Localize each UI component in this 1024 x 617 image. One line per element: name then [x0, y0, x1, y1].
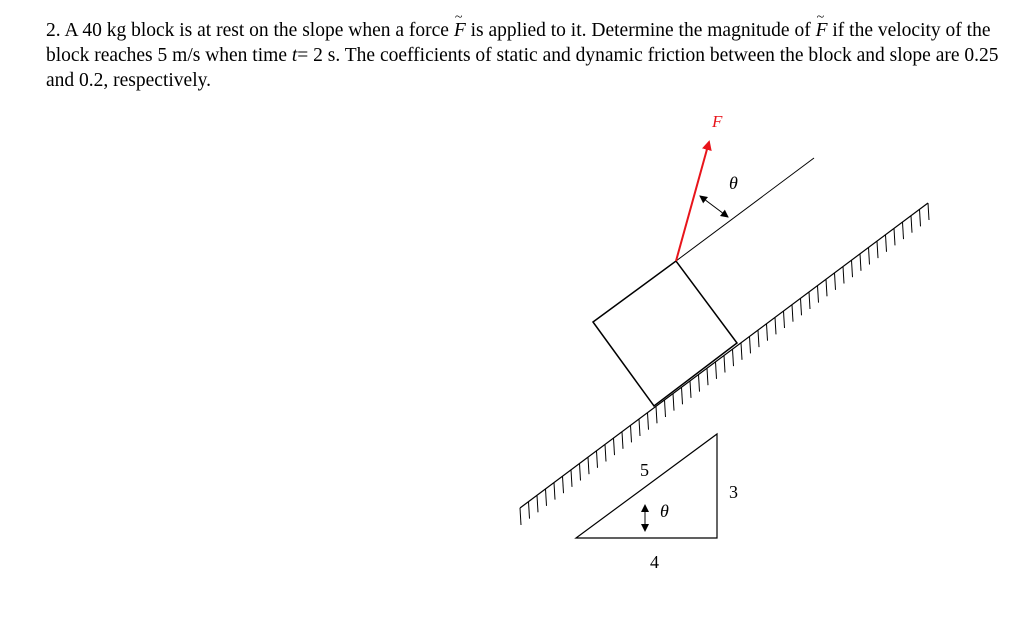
problem-text-b: is applied to it. Determine the magnitude of [470, 20, 811, 41]
force-symbol-2: ~ F [816, 18, 828, 43]
force-arrow [676, 142, 709, 261]
hatch-mark [758, 330, 759, 347]
hatch-mark [784, 311, 785, 328]
hatch-mark [529, 502, 530, 519]
block [593, 261, 737, 406]
hatch-mark [852, 260, 853, 277]
hatch-mark [571, 470, 572, 487]
hatch-mark [707, 368, 708, 385]
angle-arrow-top [700, 196, 728, 217]
hatch-mark [809, 292, 810, 309]
hatch-mark [673, 394, 674, 411]
hatch-mark [554, 483, 555, 500]
angle-label-bottom: θ [660, 501, 669, 521]
hatch-mark [682, 387, 683, 404]
slope-hatching [520, 203, 929, 525]
hatch-mark [716, 362, 717, 379]
hatch-mark [520, 508, 521, 525]
hatch-mark [665, 400, 666, 417]
angle-label-top: θ [729, 173, 738, 193]
hatch-mark [886, 235, 887, 252]
hatch-mark [631, 425, 632, 442]
hatch-mark [724, 356, 725, 373]
problem-number: 2. [46, 20, 61, 41]
hatch-mark [605, 445, 606, 462]
time-symbol: t [291, 45, 298, 66]
hatch-mark [656, 406, 657, 423]
problem-text-c: if the velocity of the block reaches 5 m/s when time [46, 20, 991, 66]
hatch-mark [792, 305, 793, 322]
hatch-mark [911, 216, 912, 233]
hatch-mark [537, 495, 538, 512]
triangle-vertical-label: 3 [729, 482, 738, 502]
problem-text-d: = 2 s. The coefficients of static and dynamic friction between the block and slope are 0.25 and 0.2, respectively. [46, 45, 999, 91]
hatch-mark [920, 209, 921, 226]
hatch-mark [835, 273, 836, 290]
hatch-mark [775, 317, 776, 334]
hatch-mark [563, 476, 564, 493]
hatch-mark [546, 489, 547, 506]
hatch-mark [580, 464, 581, 481]
hatch-mark [597, 451, 598, 468]
hatch-mark [622, 432, 623, 449]
force-label: F [712, 112, 723, 131]
hatch-mark [877, 241, 878, 258]
hatch-mark [843, 267, 844, 284]
hatch-mark [903, 222, 904, 239]
hatch-mark [588, 457, 589, 474]
hatch-mark [801, 298, 802, 315]
triangle-base-label: 4 [650, 552, 659, 572]
hatch-mark [648, 413, 649, 430]
hatch-mark [928, 203, 929, 220]
hatch-mark [818, 286, 819, 303]
hatch-mark [826, 279, 827, 296]
slope-parallel-line [676, 158, 814, 261]
hatch-mark [690, 381, 691, 398]
hatch-mark [750, 336, 751, 353]
hatch-mark [614, 438, 615, 455]
hatch-mark [741, 343, 742, 360]
hatch-mark [860, 254, 861, 271]
problem-text-a: A 40 kg block is at rest on the slope when a force [64, 20, 449, 41]
hatch-mark [869, 248, 870, 265]
hatch-mark [639, 419, 640, 436]
triangle-hyp-label: 5 [640, 460, 649, 480]
hatch-mark [894, 228, 895, 245]
force-symbol: ~ F [454, 18, 466, 43]
hatch-mark [733, 349, 734, 366]
hatch-mark [699, 375, 700, 392]
hatch-mark [767, 324, 768, 341]
